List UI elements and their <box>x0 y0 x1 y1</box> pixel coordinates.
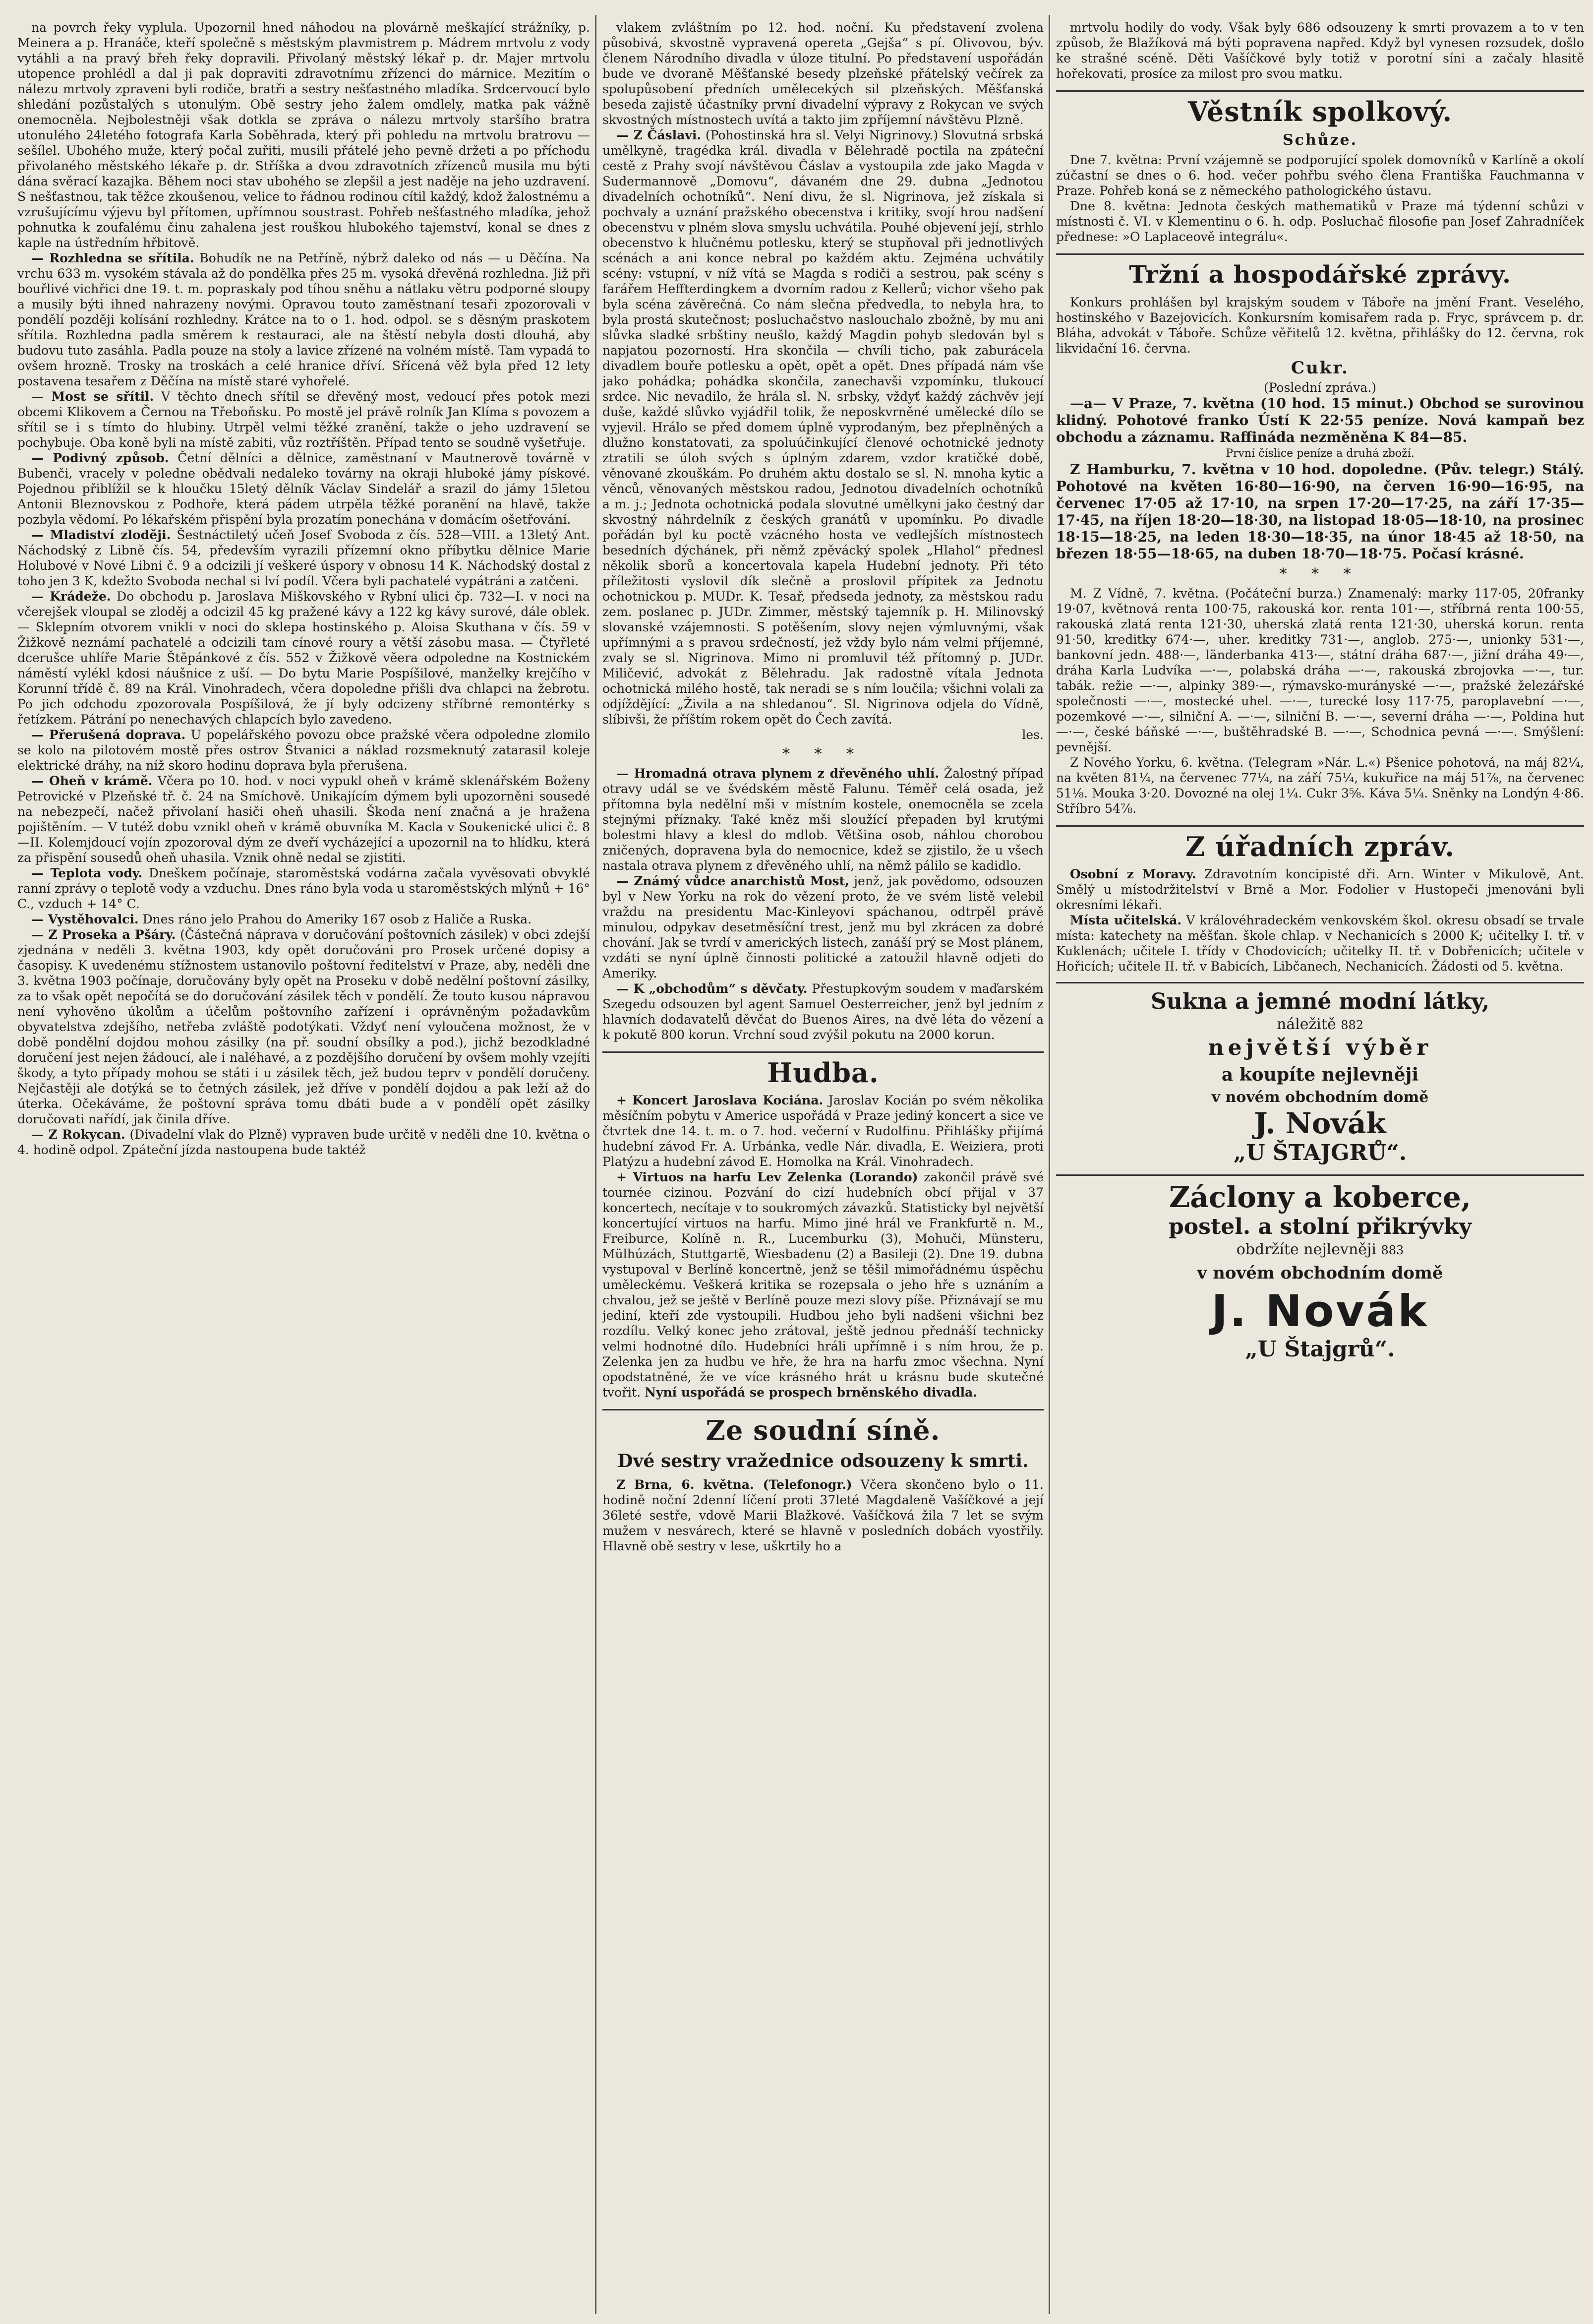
section-heading-spolky: Věstník spolkový. <box>1056 90 1584 126</box>
news-item <box>17 250 590 389</box>
news-item <box>17 927 590 1127</box>
news-item-lead: — Z Čáslavi. <box>616 128 702 142</box>
news-item-text: Dnes ráno jelo Prahou do Ameriky 167 osob z Haliče a Ruska. <box>142 912 532 926</box>
ad-text: v novém obchodním domě <box>1197 1263 1443 1283</box>
ad-headline: Sukna a jemné modní látky, <box>1150 989 1490 1014</box>
ad-number: 883 <box>1381 1243 1404 1257</box>
subsection-heading: Schůze. <box>1282 131 1358 149</box>
ad-merchant-name: J. Novák <box>1211 1285 1429 1337</box>
news-item-lead: Osobní z Moravy. <box>1070 867 1196 881</box>
news-item-lead: — Mladiství zloději. <box>31 528 171 542</box>
section-divider: * * * <box>1279 565 1361 583</box>
news-item <box>602 766 1044 873</box>
news-item-lead: — Krádeže. <box>31 589 111 604</box>
article-headline: Dvé sestry vražednice odsouzeny k smrti. <box>617 1451 1029 1471</box>
news-item <box>602 1093 1044 1169</box>
news-item-text: jenž, jak povědomo, odsouzen byl v New Yorku na rok do vězení proto, že ve svém listě velebil vraždu na presidentu Mac-Kinleyovi spáchanou, odtrpěl právě minulou, odpykav desetměsíční trest, jenž mu byl zkrácen za dobré chování. Jak se tvrdí v amerických listech, zanáší prý se Most plánem, vzdáti se nyní úplně činnosti politické a zatoužil hlavně odjeti do Ameriky. <box>602 874 1044 980</box>
advertisement-fabrics <box>1056 982 1584 1166</box>
news-item-text: zakončil právě své tournée cizinou. Pozvání do cizí hudebních obcí přijal v 37 koncertech, necítaje v to soukromých závazků. Statisticky byl největší koncertující virtuos na harfu. Mimo jiné hrál ve Frankfurtě n. M., Freiburce, Kolíně n. R., Lucemburku (3), Mohuči, Münsteru, Mülhúzách, Stuttgartě, Wiesbadenu (2) a Basileji (2). Dne 19. dubna vystupoval v Berlíně koncertně, jenž se těšil mimořádnému úspěchu uměleckému. Veškerá kritika se rozepsala o jeho hře s uznáním a chvalou, jež se ještě v Berlíně pouze mezi slovy píše. Přiznávají se mu jediní, kteří zde vystoupili. Hudbou jeho byli nadšeni všichni bez rozdílu. Velký konec jeho zrátoval, ještě jednou přednáší technicky velmi hodnotné dílo. Hudebníci hráli upřímně i s ním hrou, že p. Zelenka jen za hudbu ve hře, že hra na harfu zmoc všechna. Nyní opodstatněné, že ve více krásného hrát u krásnu bude skutečné tvořit. <box>602 1170 1044 1400</box>
market-report: —a— V Praze, 7. května (10 hod. 15 minut.) Obchod se surovinou klidný. Pohotové franko Ústí K 22·55 peníze. Nová kampaň bez obchodu a záznamu. Raffináda nezměněna K 84—85. <box>1056 395 1584 445</box>
news-item <box>17 727 590 773</box>
market-report: Z Nového Yorku, 6. května. (Telegram »Nár. L.«) Pšenice pohotová, na máj 82¼, na květen 81¼, na červenec 77¼, na září 75¼, kukuřice na máj 51⅞, na červenec 51⅛. Mouka 3·20. Dovozné na olej 1¼. Cukr 3⅝. Káva 5¼. Sněnky na Londýn 4·86. Stříbro 54⅞. <box>1056 755 1584 816</box>
news-item-lead: — Teplota vody. <box>31 866 143 880</box>
section-heading-urad: Z úřadních zpráv. <box>1056 825 1584 861</box>
news-item <box>1056 866 1584 913</box>
article-text: vlakem zvláštním po 12. hod. noční. Ku představení zvolena působivá, skvostně vypravená opereta „Gejša“ s pí. Olivovou, býv. členem Národního divadla v úloze titulní. Po představení uspořádán bude ve dvoraně Měšťanské besedy plzeňské přátelský večírek za spolupůsobení předních umělecekých sil plzeňských. Měšťanská beseda zajistě účastníky první divadelní výpravy z Rokycan ve svých skvostných místnostech uvítá a takto jim zpříjemní návštěvu Plzně. <box>602 20 1044 127</box>
news-item <box>1056 913 1584 974</box>
news-item-text: Žalostný případ otravy udál se ve švédském městě Falunu. Téměř celá osada, jež přítomna byla nedělní mši v místním kostele, onemocněla se zcela stejnými příznaky. Také kněz mši sloužící přepaden byl krutými bolestmi hlavy a klesl do mdlob. Většina osob, náhlou chorobou zničených, dopravena byla do nemocnice, kdež se zjistilo, že u všech nastala otrava plynem z dřevěného uhlí, na němž pálilo se kadidlo. <box>602 766 1044 873</box>
news-item-text: Do obchodu p. Jaroslava Miškovského v Rybní ulici čp. 732—I. v noci na včerejšek vloupal se zloděj a odcizil 45 kg pražené kávy a 122 kg kávy surové, dále oblek. — Sklepním otvorem vnikli v noci do sklepa hostinského p. Aloisa Skuthana v čís. 59 v Žižkově neznámí pachatelé a odcizili tam cínové roury a větší zásobu masa. — Čtyřleté dcerušce uhlíře Marie Štěpánkové z čís. 552 v Žižkově věera odpoledne na Kostnickém náměstí vylékl kdosi náušnice z uší. — Do bytu Marie Pospíšilové, manželky krejčího v Korunní třídě č. 89 na Král. Vinohradech, včera dopoledne přišli dva chlapci na žebrotu. Po jich odchodu zpozorovala Pospíšilová, že jí byly odcizeny stříbrné remontérky s řetízkem. Pátrání po nenechavých chlapcích bylo zavedeno. <box>17 589 590 727</box>
section-heading-hudba: Hudba. <box>602 1051 1044 1088</box>
news-item-text: Včera skončeno bylo o 11. hodině noční 2denní líčení proti 37leté Magdaleně Vašíčkové a její 36leté sestře, vdově Marii Blažkové. Vašíčková žila 7 let se svým mužem v nesvárech, které se hlavně v posledních dobách vyostřily. Hlavně obě sestry v lese, uškrtily ho a <box>602 1477 1044 1553</box>
news-item-text: U popelářského povozu obce pražské včera odpoledne zlomilo se kolo na pilotovém mostě přes ostrov Štvanici a náklad rozsmeknutý zatarasil koleje elektrické dráhy, na níž skoro hodinu doprava byla přerušena. <box>17 728 590 773</box>
news-item-text: Šestnáctiletý učeň Josef Svoboda z čís. 528—VIII. a 13letý Ant. Náchodský z Libně čís. 54, především vyrazili přízemní okno příbytku dělnice Marie Holubové v Nové Libni č. 9 a odcizili jí veškeré úspory v obnosu 14 K. Náchodský dostal z toho jen 3 K, kdežto Svoboda nechal si lví podíl. Včera byli pachatelé vypátráni a zatčeni. <box>17 528 590 588</box>
column-1 <box>17 20 590 2314</box>
ad-number: 882 <box>1341 1018 1364 1032</box>
news-item <box>17 1127 590 1158</box>
news-item-lead: — Rozhledna se sřítila. <box>31 251 194 265</box>
ad-word: náležitě <box>1276 1016 1336 1033</box>
news-item <box>17 865 590 912</box>
ad-slogan: a koupíte nejlevněji <box>1221 1064 1419 1085</box>
market-report: Z Hamburku, 7. května v 10 hod. dopoledne. (Pův. telegr.) Stálý. Pohotové na květen 16·80—16·90, na červen 16·90—16·95, na červenec 17·05 až 17·10, na srpen 17·20—17·25, na září 17·35—17·45, na říjen 18·20—18·30, na listopad 18·05—18·10, na prosinec 18·15—18·25, na leden 18·30—18·35, na únor 18·45 až 18·50, na březen 18·55—18·65, na duben 18·70—18·75. Počasí krásné. <box>1056 461 1584 562</box>
news-item <box>17 450 590 527</box>
section-divider: * * * <box>782 745 864 763</box>
news-item <box>17 389 590 450</box>
news-item-lead: Místa učitelská. <box>1070 913 1182 927</box>
news-item-text: Přestupkovým soudem v maďarském Szegedu odsouzen byl agent Samuel Oesterreicher, jenž byl jedním z hlavních dodavatelů děvčat do Buenos Aires, na dvě léta do vězení a k pokutě 800 korun. Vrchní soud zvýšil pokutu na 2000 korun. <box>602 981 1044 1042</box>
ad-headline: Záclony a koberce, <box>1169 1180 1472 1214</box>
news-item-lead: — Oheň v krámě. <box>31 774 153 788</box>
news-item <box>602 1477 1044 1554</box>
news-item-lead: — Podivný způsob. <box>31 451 169 465</box>
column-rule <box>595 15 596 2314</box>
news-item <box>17 589 590 727</box>
article-text: na povrch řeky vyplula. Upozornil hned náhodou na plovárně meškající strážníky, p. Meinera a p. Hranáče, kteří společně s městským plavmistrem p. Mádrem mrtvolu z vody vytáhli a na pravý břeh řeky dopravili. Přivolaný městský lékař p. dr. Majer mrtvolu utopence prohlédl a dal ji pak dopraviti zdravotnímu zřízenci do márnice. Mezitím o nálezu mrtvoly zpraveni byli rodiče, bratři a sestry nešťastného mladíka. Srdcervoucí bylo shledání pozůstalých s utonulým. Obě sestry jeho žalem omdlely, matka pak vážně onemocněla. Nejbolestněji však dotkla se zpráva o nálezu mrtvoly staršího bratra utonulého 24letého fotografa Karla Soběhrada, který při pohledu na mrtvolu bratrovu — sešílel. Ubohého muže, který počal zuřiti, musili přátelé jeho pevně držeti a po příchodu přivolaného městského lékaře p. dr. Stříška a dvou zdravotních zřízenců musila mu býti dána svěrací kazajka. Během noci stav ubohého se zlepšil a jest naděje na jeho uzdravení. S nešťastnou, tak těžce zkoušenou, velice to řádnou rodinou cítil každý, kdož žalostnému a vzrušujícímu výjevu byl přítomen, upřímnou soustrast. Pohřeb nešťastného mladíka, jehož pohnutka k zoufalému činu zahalena jest rouškou hlubokého tajemství, konal se dnes z kaple na ústředním hřbitově. <box>17 20 590 250</box>
news-item-text: Četní dělníci a dělnice, zaměstnaní v Mautnerově továrně v Bubenči, vracely v poledne obědvali nedaleko továrny na okraji hluboké jámy pískové. Pojednou přiblížil se k hloučku 15letý dělník Václav Sindelář a srazil do jámy 15letou Antonii Bleznovskou z Podhoře, která pádem utrpěla těžké poranění na hlavě, takže pozbyla vědomí. Po lékařském přispění byla prozatím ponechána v domácím ošetřování. <box>17 451 590 527</box>
article-signature: les. <box>1022 728 1044 742</box>
news-item-lead: — K „obchodům“ s děvčaty. <box>616 981 808 996</box>
news-item-text: V královéhradeckém venkovském škol. okresu obsadí se trvale místa: katechety na měšťan. škole chlap. v Nechanicích s 2000 K; učitelky I. tř. v Kuklenách; učitele I. třídy v Chodovicích; učitelky II. tř. v Dobřenicích; učitele v Hořicích; učitele II. tř. v Babicích, Libčanech, Nechanicích. Žádosti od 5. května. <box>1056 913 1584 974</box>
news-item-text: V těchto dnech sřítil se dřevěný most, vedoucí přes potok mezi obcemi Klikovem a Černou na Třeboňsku. Po mostě jel právě rolník Jan Klíma s povozem a sřítil se i s tímto do hlubiny. Utrpěl velmi těžké zranění, takže o jeho uzdravení se pochybuje. Oba koně byli na místě zabiti, vůz roztříštěn. Případ tento se soudně vyšetřuje. <box>17 389 590 450</box>
ad-text: v novém obchodním domě <box>1211 1089 1429 1106</box>
news-item <box>17 912 590 927</box>
news-item <box>602 873 1044 981</box>
ad-merchant-name: J. Novák <box>1254 1106 1386 1140</box>
news-item-lead: — Most se sřítil. <box>31 389 154 404</box>
news-item <box>602 1169 1044 1400</box>
section-heading-trh: Tržní a hospodářské zprávy. <box>1056 253 1584 290</box>
news-item-lead: — Vystěhovalci. <box>31 912 139 926</box>
ad-headline: postel. a stolní přikrývky <box>1168 1214 1472 1239</box>
news-item-text: Jaroslav Kocián po svém několika měsíčním pobytu v Americe uspořádá v Praze jediný koncert a sice ve čtvrtek dne 14. t. m. o 7. hod. večerní v Rudolfinu. Přihlášky přijímá hudební závod Fr. A. Urbánka, vedle Nár. divadla, E. Weiziera, proti Platýzu a hudební závod E. Homolka na Král. Vinohradech. <box>602 1093 1044 1169</box>
article-text: mrtvolu hodily do vody. Však byly 686 odsouzeny k smrti provazem a to v ten způsob, že Blažíková má býti popravena napřed. Když byl vynesen rozsudek, došlo ke strašné scéně. Děti Vašíčkové byly totiž v porotní síni a začaly hlasitě hořekovati, prosíce za milost pro svou matku. <box>1056 20 1584 81</box>
news-item <box>17 773 590 865</box>
news-item-text: Bohudík ne na Petříně, nýbrž daleko od nás — u Děčína. Na vrchu 633 m. vysokém stávala až do pondělka přes 25 m. vysoká dřevěná rozhledna. Již při bouřlivé vichřici dne 19. t. m. popraskaly pod tíhou sněhu a nátlaku větru podporné sloupy a musily býti ihned nahrazeny novými. Opravou touto zaměstnaní tesaři zpozorovali v pondělí později kolísání rozhledny. Krátce na to o 1. hod. odpol. se s děsným praskotem sřítila. Rozhledna padla směrem k restauraci, ale na štěstí nebyla dosti dlouhá, aby budovu tuto zasáhla. Padla pouze na stoly a lavice zřízené na volném místě. Tam vypadá to ovšem hrozně. Trosky na troskách a celé hranice dříví. Sřícená věž byla před 12 lety postavena tesařem z Děčína na místě staré vyhořelé. <box>17 251 590 388</box>
news-item <box>17 527 590 589</box>
news-item <box>602 127 1044 727</box>
news-item <box>602 981 1044 1042</box>
news-item-lead: — Z Rokycan. <box>31 1127 125 1142</box>
news-item-text: Dneškem počínaje, staroměstská vodárna začala vyvěsovati obvyklé ranní zprávy o teplotě vody a vzduchu. Dnes ráno byla voda u staroměstských mlýnů + 16° C., vzduch + 14° C. <box>17 866 590 911</box>
advertisement-curtains <box>1056 1174 1584 1363</box>
news-item-lead: + Virtuos na harfu Lev Zelenka (Lorando) <box>616 1170 918 1184</box>
column-2 <box>602 20 1044 2314</box>
market-note: První číslice peníze a druhá zboží. <box>1226 447 1415 460</box>
news-item-lead: — Hromadná otrava plynem z dřevěného uhlí. <box>616 766 940 781</box>
market-report: M. Z Vídně, 7. května. (Počáteční burza.) Znamenalý: marky 117·05, 20franky 19·07, květnová renta 100·75, rakouská kor. renta 101·—, stříbrná renta 100·55, rakouská zlatá renta 121·30, uherská zlatá renta 121·30, uherská korun. renta 91·50, kreditky 674·—, uher. kreditky 731·—, anglob. 275·—, unionky 531·—, bankovní jedn. 488·—, länderbanka 413·—, státní dráha 687·—, jižní dráha 49·—, dráha Karla Ludvíka —·—, polabská dráha —·—, rakouská zbrojovka —·—, tur. tabák. režie —·—, alpinky 389·—, rýmavsko-murányské —·—, pražské železářské společnosti —·—, mostecké uhel. —·—, turecké losy 117·75, paroplavební —·—, pozemkové —·—, silniční A. —·—, silniční B. —·—, severní dráha —·—, Poldina hut —·—, české báňské —·—, buštěhradské B. —·—, Schodnica pevná —·—. Smýšlení: pevnější. <box>1056 586 1584 754</box>
news-item: Dne 8. května: Jednota českých mathematiků v Praze má týdenní schůzi v místnosti č. VI. v Klementinu o 6. h. odp. Posluchač filosofie pan Josef Zahradníček přednese: »O Laplaceově integrálu«. <box>1056 199 1584 244</box>
news-item-text: Zdravotním koncipisté dři. Arn. Winter v Mikulově, Ant. Smělý u místodržitelství v Brně a Mor. Fodolier v Hustopeči jmenováni byli okresními lékaři. <box>1056 867 1584 912</box>
news-item-text: (Divadelní vlak do Plzně) vypraven bude určitě v neděli dne 10. května o 4. hodině odpol. Zpáteční jízda nastoupena bude taktéž <box>17 1127 590 1157</box>
subsection-heading: Cukr. <box>1291 358 1349 378</box>
column-rule <box>1049 15 1050 2314</box>
news-item-tail: Nyní uspořádá se prospech brněnského divadla. <box>645 1385 977 1400</box>
news-item-text: (Částečná náprava v doručování poštovních zásilek) v obci zdejší zjednána v neděli 3. května 1903, kdy opět doručováni pro Prosek určené dopisy a časopisy. K uvedenému stížnostem ustanovilo poštovní ředitelství v Praze, aby, neděli dne 3. května 1903 počínaje, doručovány byly opět na Proseku v době nedělní poštovní zásilky, za to však opět nepočítá se do doručování zásilek těch v pondělí. Že touto kusou nápravou není vyhověno úkolům a účelům poštovního zařízení i oprávněným požadavkům obyvatelstva zdejšího, netřeba zvláště podotýkati. Vždyť není vyloučena možnost, že v době pondělní dojdou mohou zásilky (na př. soudní obsílky a pod.), jichž bezodkladné doručení jest nejen žádoucí, ale i naléhavé, a z pozdějšího doručení by ovšem mohly vzejíti škody, a tyto případy mohou se státi i u zásilek těch, jež budou teprv v pondělí doručeny. Nejčastěji ale dotýká se to četných zásilek, jež dříve v pondělí dojdou a pak leží až do úterka. Očekáváme, že poštovní správa tomu dbáti bude a v pondělí opět zásilky doručovati nařídí, jak činila dříve. <box>17 927 590 1126</box>
news-item-lead: — Z Proseka a Pšáry. <box>31 927 176 942</box>
ad-store-name: „U Štajgrů“. <box>1245 1337 1395 1362</box>
ad-text <box>1056 1240 1584 1260</box>
ad-text <box>1056 1015 1584 1035</box>
news-item-lead: Z Brna, 6. května. (Telefonogr.) <box>616 1477 852 1492</box>
ad-store-name: „U ŠTAJGRŮ“. <box>1233 1140 1407 1165</box>
ad-slogan: největší výběr <box>1208 1035 1432 1060</box>
ad-word: obdržíte nejlevněji <box>1236 1241 1376 1258</box>
news-item-lead: — Přerušená doprava. <box>31 728 186 742</box>
column-3 <box>1056 20 1584 2314</box>
news-item: Konkurs prohlášen byl krajským soudem v Táboře na jmění Frant. Veselého, hostinského v Bazejovicích. Konkursním komisařem rada p. Fryc, správcem p. dr. Bláha, advokát v Táboře. Schůze věřitelů 12. května, přihlášky do 12. června, rok likvidační 16. června. <box>1056 295 1584 356</box>
news-item-text: Včera po 10. hod. v noci vypukl oheň v krámě sklenářském Boženy Petrovické v Plzeňské tř. č. 24 na Smíchově. Unikajícím dýmem byli upozorněni sousedé na nebezpečí, načež přivolaní hasiči oheň uhasili. Škoda není značná a je hražena pojištěním. — V tutéž dobu vznikl oheň v krámě obuvníka M. Kacla v Soukenické ulici č. 8—II. Kolemjdoucí vojín zpozoroval dým ze dveří vycházející a upozornil na to hlídku, která za přispění sousedů oheň uhasila. Vznik ohně nedal se zjistiti. <box>17 774 590 865</box>
section-heading-soud: Ze soudní síně. <box>602 1409 1044 1445</box>
news-item-lead: — Známý vůdce anarchistů Most, <box>616 874 849 888</box>
news-item-lead: + Koncert Jaroslava Kociána. <box>616 1093 824 1107</box>
subsection-note: (Poslední zpráva.) <box>1263 380 1377 395</box>
news-item-text: (Pohostinská hra sl. Velyi Nigrinovy.) Slovutná srbská umělkyně, tragédka král. divadla v Bělehradě poctila na zpáteční cestě z Prahy svojí návštěvou Čáslav a vystoupila zde jako Magda v Sudermannově „Domovu“, dávaném dne 29. dubna „Jednotou divadelních ochotníků“. Není divu, že sl. Nigrinova, jež získala si pochvaly a uznání pražského obecenstva i kritiky, svojí hrou nadšení obecenstvu v plném slova smyslu uchvátila. Pouhé objevení její, strhlo obecenstvo k hlučnému potlesku, který se stupňoval při jednotlivých scénách a ani konce nebral po každém aktu. Zejména uchvátily scény: vstupní, v níž vítá se Magda s rodiči a sestrou, pak scény s farářem Heffterdingkem a dvorním radou z Kellerů; vichor všeho pak byla scéna závěrečná. Co nám slečna předvedla, to nebyla hra, to byla prostá skutečnost; posluchačstvo naslouchalo zbožně, by mu ani slůvka sladké srbštiny neušlo, každý Magdin pohyb sledován byl s napjatou pozorností. Hra skončila — chvíli ticho, pak zaburácela divadlem bouře potlesku a opět, opět a opět. Dnes případá nám vše jako pohádka; pohádka skončila, zanechavši vzpomínku, tlukoucí srdce. Nic nevadilo, že hrála sl. N. srbsky, vždyť každý záchvěv její duše, každé slůvko vyjádřil tolik, že neposkvrněné umělecké dílo se vyjevil. Hrálo se před domem úplně vyprodaným, bez přeplněných a dlužno konstatovati, za spoluúčinkující členové ochotnické jednoty ztratili se úloh svých s úplným zdarem, vzdor kratičké době, věnované zkouškám. Po druhém aktu dostalo se sl. N. mnoha kytic a věnců, věnovaných městskou radou, Jednotou divadelních ochotníků a m. j.; Jednota ochotnická podala slovutné umělkyni jako čestný dar skvostný náhrdelník z českých granátů v upomínku. Po divadle pořádán byl ku poctě vzácného hosta ve vedlejších místnostech besedních dýchánek, při němž zpěvácký spolek „Hlahol“ přednesl několik sborů a koncertovala kapela Hudební jednoty. Při této příležitosti vyslovil dík slečně a proslovil přípitek za Jednotu ochotnickou p. MUDr. K. Tesař, předseda jednoty, za městskou radu zem. poslanec p. JUDr. Zimmer, městský tajemník p. H. Milinovský slovanské vzájemnosti. S potěšením, slovy nejen výmluvnými, však upřímnými a s pravou srdečností, jež vždy bylo nám velmi příjemné, zvaly se sl. Nigrinova. Mimo ni promluvil též přítomný p. JUDr. Miličević, advokát z Bělehradu. Jak radostně vítala Jednota ochotnická milého hostě, tak neradi se s ním loučila; všichni volali za odjíždějící: „Živila a na shledanou“. Sl. Nigrinova odjela do Vídně, slíbivši, že příštím rokem opět do Čech zavítá. <box>602 128 1044 727</box>
news-item: Dne 7. května: První vzájemně se podporující spolek domovníků v Karlíně a okolí zúčastní se dnes o 6. hod. večer pohřbu svého člena Františka Fauchmanna v Praze. Pohřeb koná se z německého pathologického ústavu. <box>1056 153 1584 198</box>
